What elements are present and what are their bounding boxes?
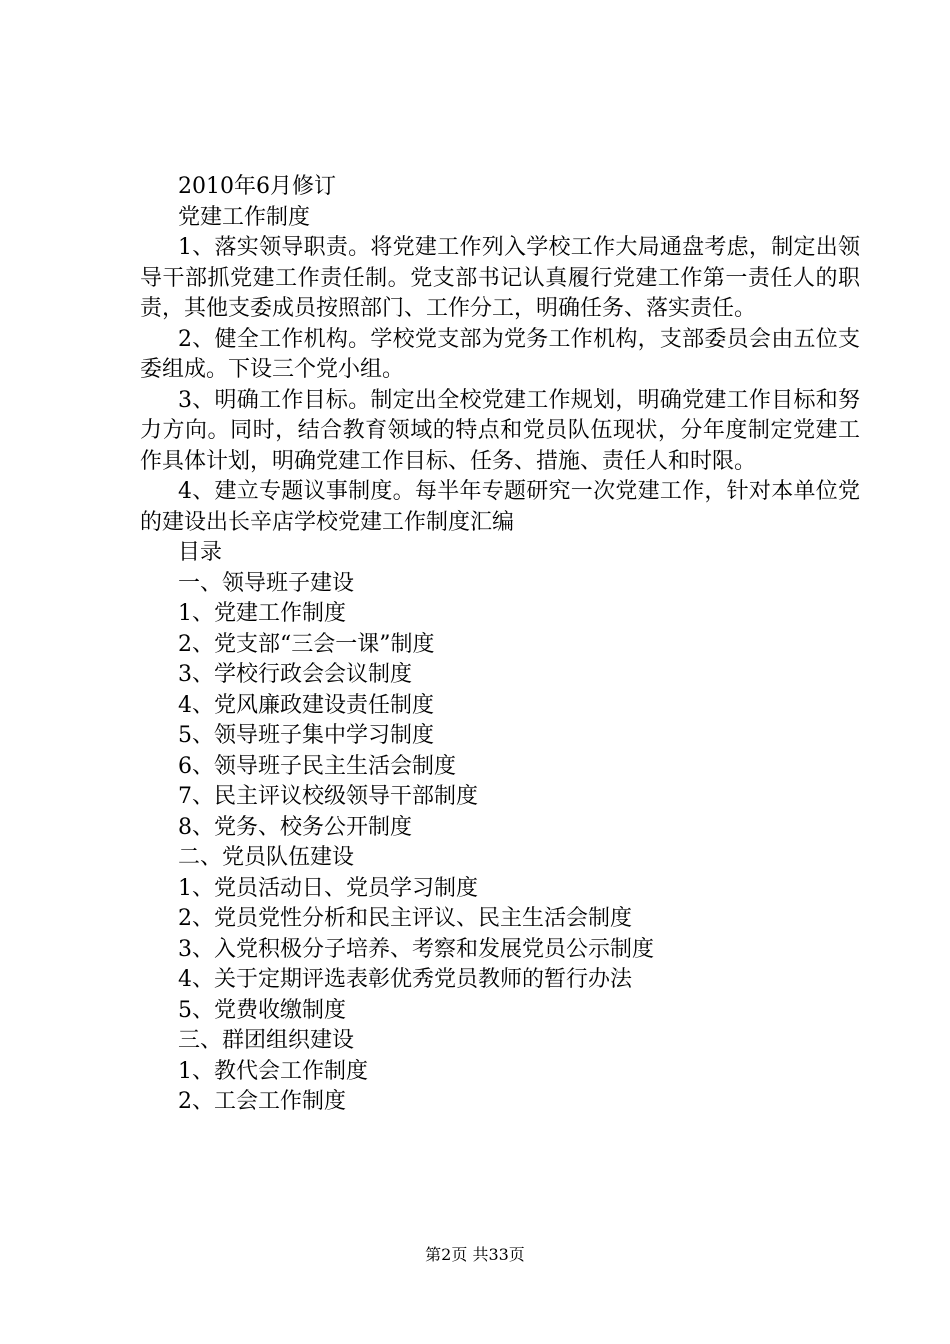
- toc-item: 3、入党积极分子培养、考察和发展党员公示制度: [178, 936, 654, 962]
- revision-date: 2010年6月修订: [178, 174, 336, 199]
- toc-item: 4、关于定期评选表彰优秀党员教师的暂行办法: [178, 967, 632, 992]
- toc-section-heading: 二、党员队伍建设: [178, 845, 355, 870]
- toc-item: 5、领导班子集中学习制度: [178, 723, 434, 748]
- toc-item: 8、党务、校务公开制度: [178, 814, 412, 840]
- table-of-contents: [140, 538, 860, 1118]
- toc-heading: 目录: [178, 540, 223, 565]
- toc-item: 4、党风廉政建设责任制度: [178, 692, 434, 718]
- toc-item: 7、民主评议校级领导干部制度: [178, 784, 478, 809]
- toc-item: 5、党费收缴制度: [178, 997, 346, 1023]
- section-title: 党建工作制度: [178, 204, 311, 230]
- toc-item: 1、教代会工作制度: [178, 1058, 368, 1084]
- toc-item: 3、学校行政会会议制度: [178, 662, 412, 687]
- toc-section-heading: 三、群团组织建设: [178, 1028, 355, 1053]
- paragraph-2: 2、健全工作机构。学校党支部为党务工作机构，支部委员会由五位支委组成。下设三个党小组。: [140, 326, 860, 382]
- paragraph-4: 4、建立专题议事制度。每半年专题研究一次党建工作，针对本单位党的建设出长辛店学校党建工作制度汇编: [140, 479, 860, 535]
- document-body: [140, 172, 860, 1118]
- toc-item: 1、党建工作制度: [178, 601, 346, 626]
- toc-item: 1、党员活动日、党员学习制度: [178, 875, 478, 901]
- paragraph-3: 3、明确工作目标。制定出全校党建工作规划，明确党建工作目标和努力方向。同时，结合教育领域的特点和党员队伍现状，分年度制定党建工作具体计划，明确党建工作目标、任务、措施、责任人和时限。: [140, 387, 860, 474]
- toc-item: 6、领导班子民主生活会制度: [178, 753, 456, 779]
- toc-item: 2、工会工作制度: [178, 1089, 346, 1114]
- toc-item: 2、党员党性分析和民主评议、民主生活会制度: [178, 906, 632, 931]
- page-number-footer: 第2页 共33页: [425, 1245, 525, 1264]
- paragraph-1: 1、落实领导职责。将党建工作列入学校工作大局通盘考虑，制定出领导干部抓党建工作责任制。党支部书记认真履行党建工作第一责任人的职责，其他支委成员按照部门、工作分工，明确任务、落实责任。: [140, 235, 860, 321]
- toc-item: 2、党支部“三会一课”制度: [178, 631, 435, 657]
- toc-section-heading: 一、领导班子建设: [178, 570, 355, 596]
